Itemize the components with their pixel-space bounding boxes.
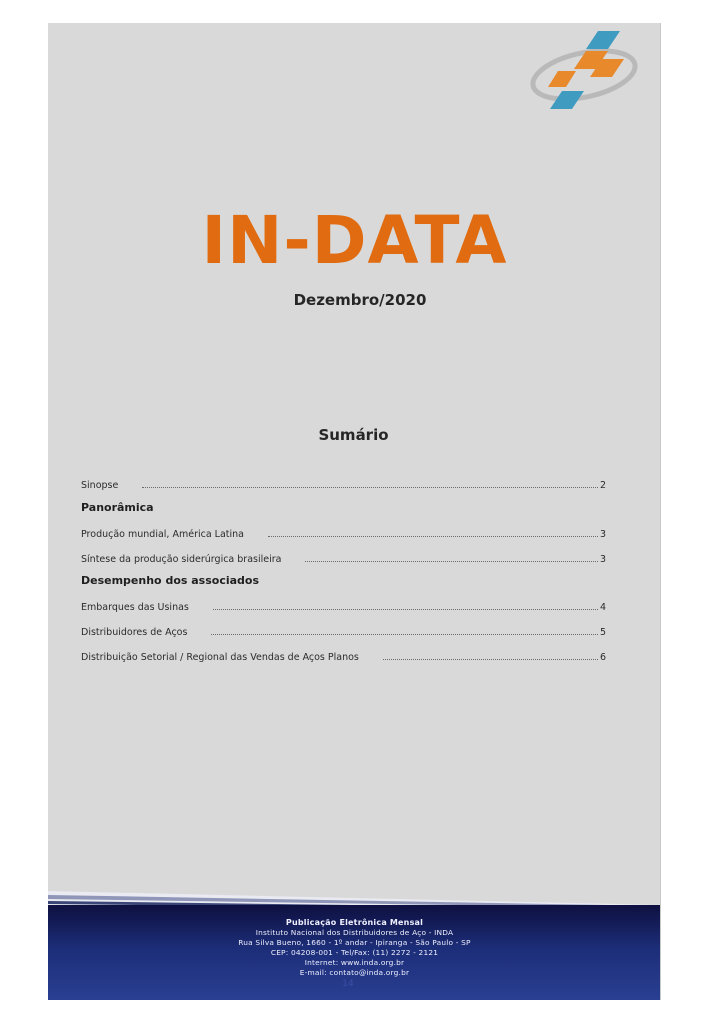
toc-entry-label: Distribuidores de Aços	[81, 627, 188, 638]
publication-title: IN-DATA	[201, 202, 508, 279]
toc-entry[interactable]	[81, 597, 606, 613]
toc-dot-leader	[383, 658, 598, 660]
footer-banner	[48, 905, 661, 1000]
toc-entry-page: 6	[599, 652, 606, 663]
toc-entry-label: Embarques das Usinas	[81, 602, 189, 613]
address: Rua Silva Bueno, 1660 - 1º andar - Ipiranga - São Paulo - SP	[238, 938, 471, 947]
toc-dot-leader	[268, 535, 598, 537]
toc-entry[interactable]	[81, 524, 606, 540]
page-number: 14	[342, 979, 354, 989]
toc-dot-leader	[211, 633, 598, 635]
toc-entry[interactable]	[81, 647, 606, 663]
toc-dot-leader	[305, 560, 598, 562]
toc-section-heading: Desempenho dos associados	[81, 574, 260, 587]
cover-page	[48, 23, 661, 1000]
toc-entry-page: 2	[599, 480, 606, 491]
institute-name: Instituto Nacional dos Distribuidores de Aço - INDA	[255, 928, 454, 937]
toc-entry-label: Síntese da produção siderúrgica brasileira	[81, 554, 282, 565]
inda-logo	[528, 29, 640, 111]
postal-phone: CEP: 04208-001 - Tel/Fax: (11) 2272 - 2121	[270, 948, 439, 957]
publisher-info	[48, 918, 661, 978]
email[interactable]: E-mail: contato@inda.org.br	[299, 968, 410, 977]
website[interactable]: Internet: www.inda.org.br	[304, 958, 405, 967]
toc-entry-page: 3	[599, 529, 606, 540]
toc-dot-leader	[213, 608, 598, 610]
toc-section-heading: Panorâmica	[81, 501, 154, 514]
summary-title: Sumário	[318, 426, 389, 444]
toc-entry[interactable]	[81, 622, 606, 638]
toc-entry-label: Sinopse	[81, 480, 119, 491]
toc-entry-page: 3	[599, 554, 606, 565]
page-edge	[660, 23, 661, 1000]
toc-entry-page: 5	[599, 627, 606, 638]
toc-entry[interactable]	[81, 475, 606, 491]
publication-type: Publicação Eletrônica Mensal	[285, 918, 424, 927]
toc-entry-label: Produção mundial, América Latina	[81, 529, 244, 540]
toc-entry-page: 4	[599, 602, 606, 613]
edition-date: Dezembro/2020	[293, 291, 427, 309]
toc-entry-label: Distribuição Setorial / Regional das Vendas de Aços Planos	[81, 652, 359, 663]
toc-dot-leader	[142, 486, 598, 488]
toc-entry[interactable]	[81, 549, 606, 565]
